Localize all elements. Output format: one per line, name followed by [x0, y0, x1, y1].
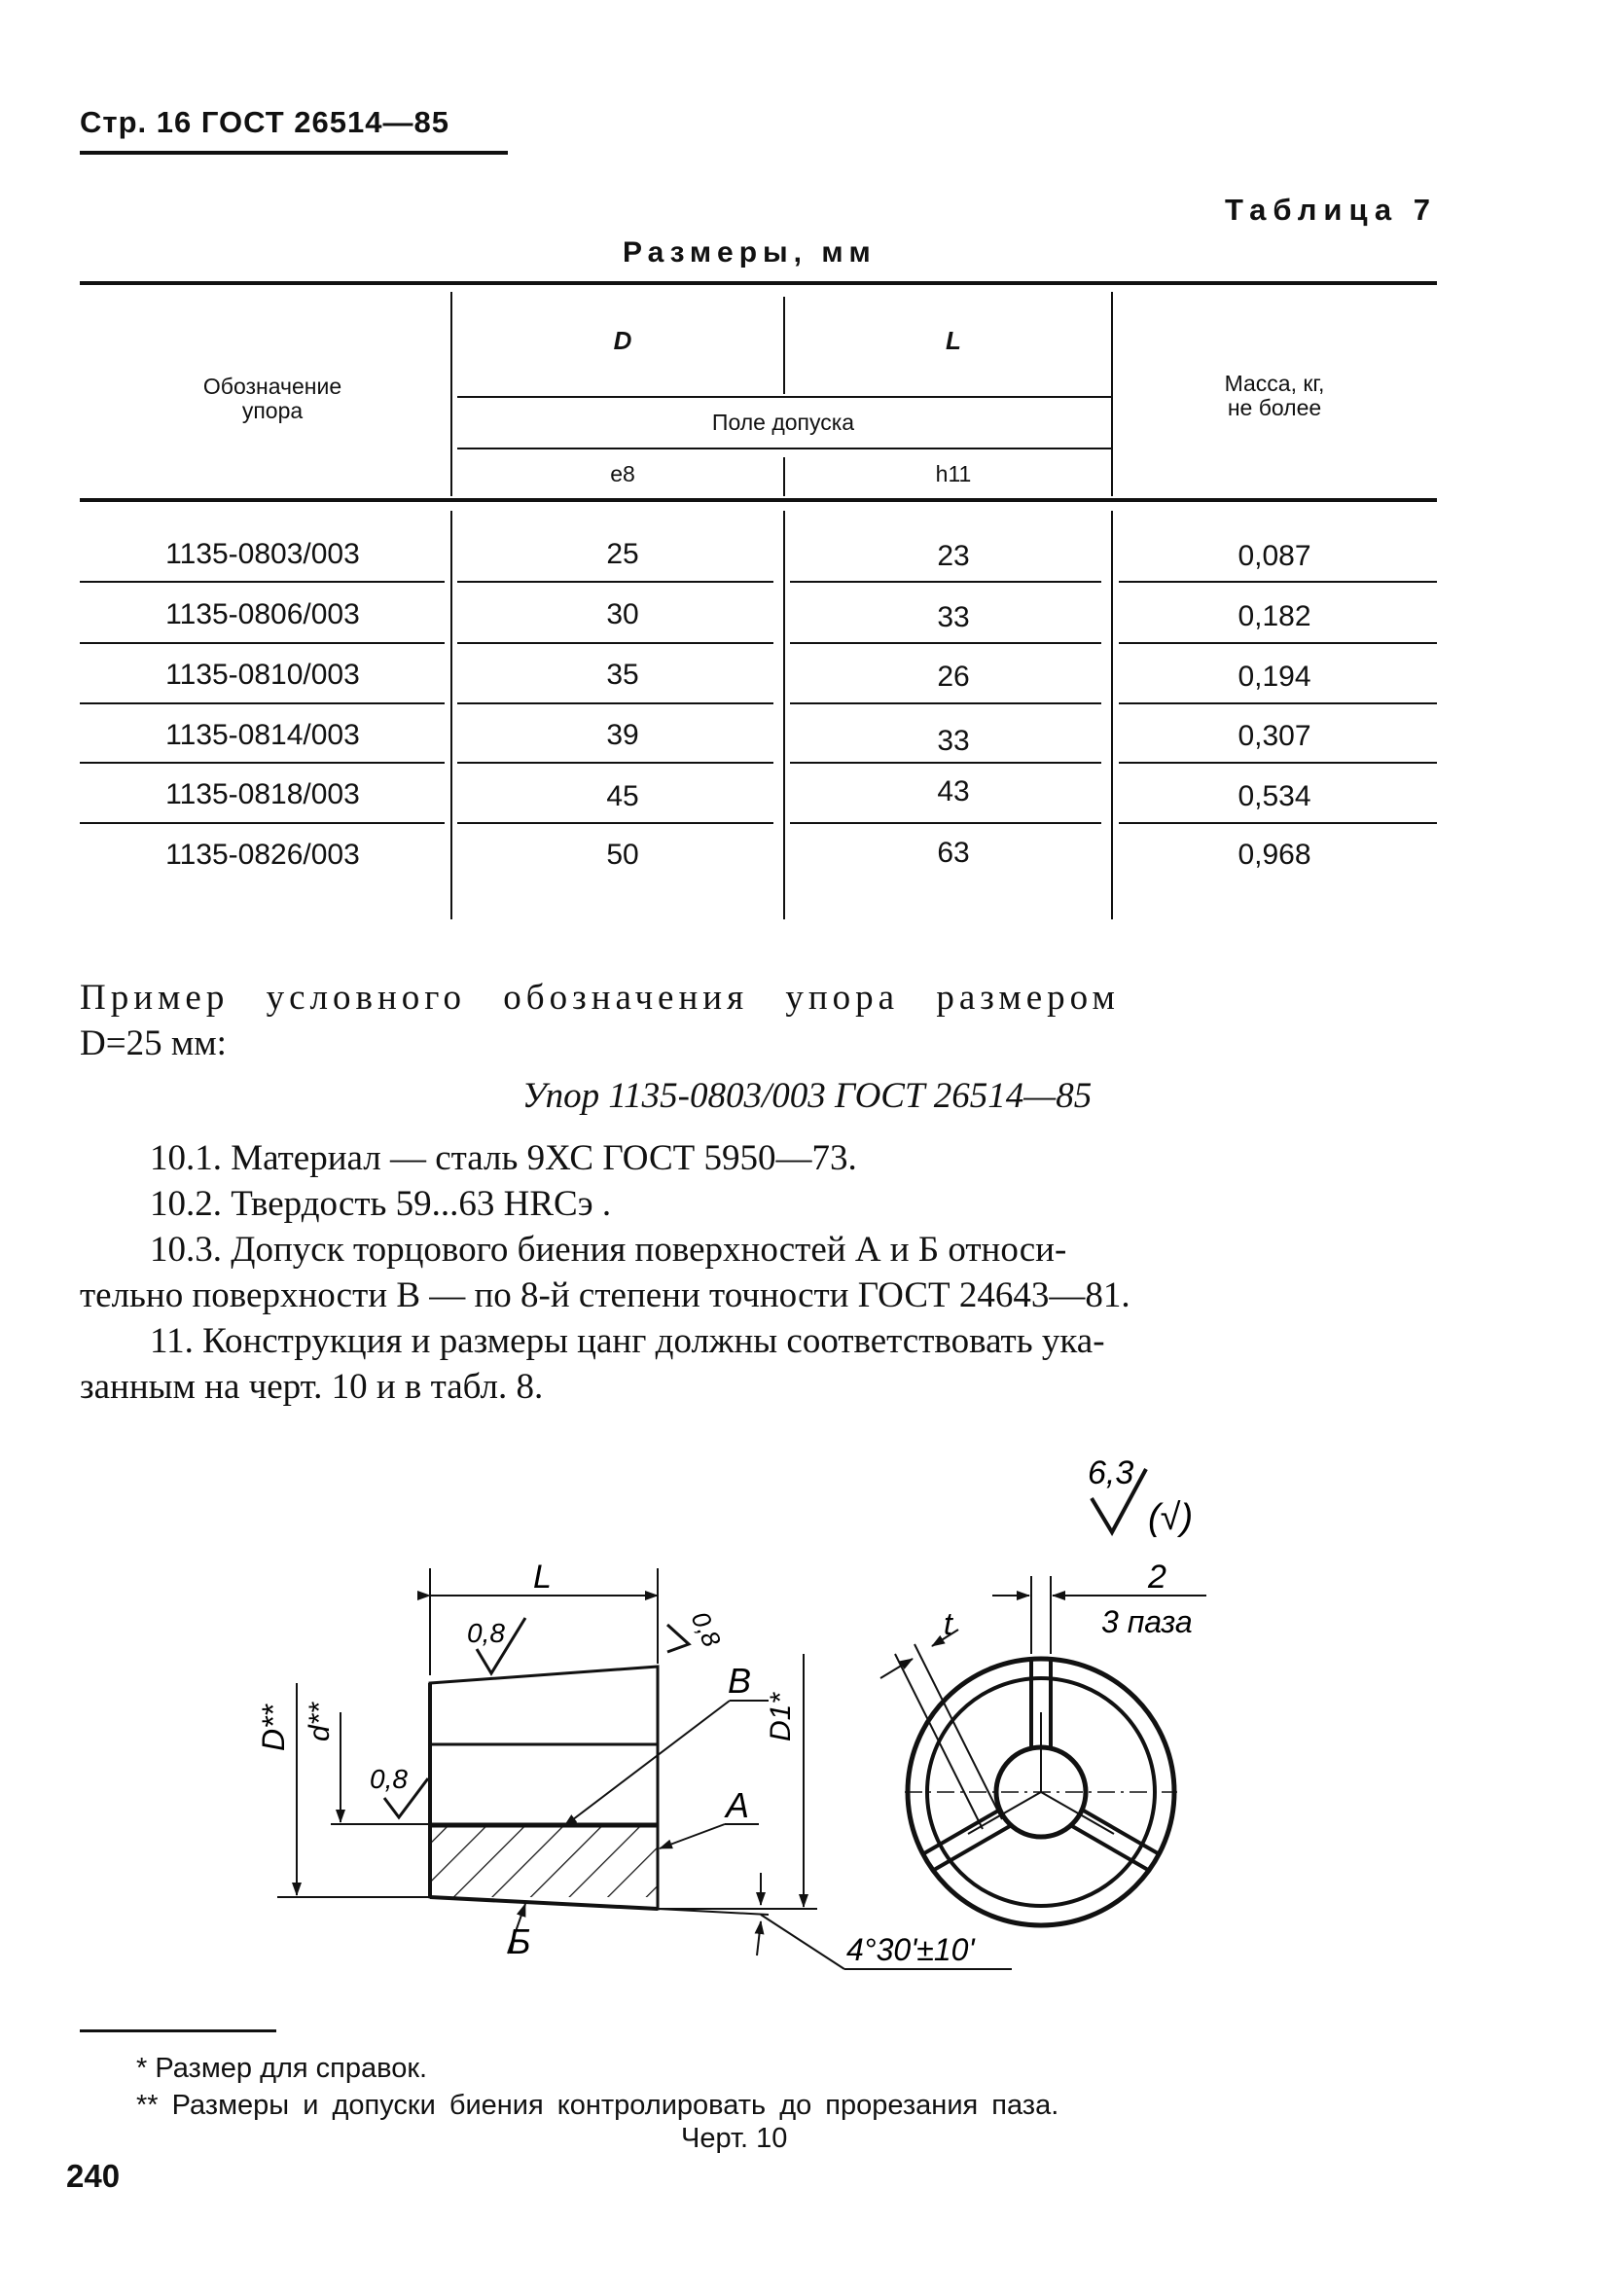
example-intro: Пример условного обозначения упора размером	[80, 978, 1120, 1018]
dim-2-label: 2	[1148, 1559, 1166, 1596]
cell-designation: 1135-0806/003	[165, 598, 360, 630]
cell-D: 25	[606, 538, 639, 570]
page-number: 240	[66, 2158, 121, 2194]
header-designation-1: Обозначение	[202, 374, 342, 399]
header-L: L	[946, 326, 961, 355]
footnote-rule	[80, 2029, 276, 2032]
header-mass-2: не более	[1227, 395, 1322, 420]
cell-L: 33	[937, 725, 970, 757]
dim-t-label: t	[944, 1606, 952, 1641]
header-tol-D: e8	[610, 461, 635, 486]
footnote-1: * Размер для справок.	[136, 2053, 428, 2084]
cell-D: 50	[606, 839, 639, 871]
roughness-other: (√)	[1148, 1497, 1194, 1538]
cell-mass: 0,534	[1237, 780, 1311, 812]
check-icon	[667, 1625, 689, 1652]
cell-L: 63	[937, 837, 970, 869]
clause-10-3-line2: тельно поверхности В — по 8-й степени точности ГОСТ 24643—81.	[80, 1275, 1130, 1315]
clause-11-line2: занным на черт. 10 и в табл. 8.	[80, 1367, 544, 1407]
cell-L: 23	[937, 540, 970, 572]
cell-designation: 1135-0803/003	[165, 538, 360, 570]
dim-L-label: L	[533, 1559, 552, 1596]
cell-D: 45	[606, 780, 639, 812]
header-tol-L: h11	[935, 461, 972, 486]
cell-D: 30	[606, 598, 639, 630]
slots-label: 3 паза	[1101, 1604, 1193, 1639]
header-tolerance: Поле допуска	[711, 410, 855, 435]
cell-mass: 0,307	[1237, 720, 1311, 752]
header-D: D	[613, 326, 632, 355]
cell-D: 35	[606, 659, 639, 691]
table-label: Таблица 7	[1224, 193, 1437, 227]
cell-mass: 0,194	[1237, 661, 1311, 693]
roughness-general-value: 6,3	[1088, 1454, 1134, 1491]
roughness-general-symbol	[1088, 1454, 1193, 1538]
header-mass-1: Масса, кг,	[1224, 371, 1325, 396]
cell-designation: 1135-0818/003	[165, 778, 360, 810]
cell-L: 26	[937, 661, 970, 693]
cell-mass: 0,087	[1237, 540, 1311, 572]
page-header: Стр. 16 ГОСТ 26514—85	[80, 105, 449, 139]
clause-10-3-line1: 10.3. Допуск торцового биения поверхностей А и Б относи-	[150, 1230, 1067, 1270]
roughness-top-value: 0,8	[467, 1618, 505, 1648]
example-intro-2: D=25 мм:	[80, 1023, 227, 1063]
figure-caption: Черт. 10	[681, 2123, 788, 2154]
dim-D-label: D**	[256, 1704, 291, 1751]
leader-A	[660, 1824, 725, 1848]
cell-designation: 1135-0814/003	[165, 719, 360, 751]
label-Bb: Б	[508, 1921, 531, 1961]
clause-10-2: 10.2. Твердость 59...63 HRCэ .	[150, 1184, 612, 1224]
side-view	[256, 1559, 1012, 1969]
cell-D: 39	[606, 719, 639, 751]
cell-designation: 1135-0810/003	[165, 659, 360, 691]
dim-d-label: d**	[304, 1702, 336, 1741]
example-designation: Упор 1135-0803/003 ГОСТ 26514—85	[521, 1076, 1093, 1116]
hatched-section	[430, 1826, 658, 1897]
header-designation-2: упора	[241, 398, 304, 423]
clause-10-1: 10.1. Материал — сталь 9ХС ГОСТ 5950—73.	[150, 1138, 857, 1178]
roughness-bore-value: 0,8	[370, 1764, 408, 1794]
clause-11-line1: 11. Конструкция и размеры цанг должны соответствовать ука-	[150, 1321, 1105, 1361]
angle-label: 4°30'±10'	[846, 1932, 975, 1967]
front-view	[880, 1559, 1206, 1925]
dim-D1-label: D1*	[765, 1692, 797, 1741]
cell-L: 33	[937, 601, 970, 633]
label-B: В	[728, 1661, 752, 1701]
footnote-2: ** Размеры и допуски биения контролировать до прорезания паза.	[136, 2090, 1059, 2121]
cell-mass: 0,182	[1237, 600, 1311, 632]
roughness-side-value: 0,8	[685, 1606, 728, 1652]
cell-designation: 1135-0826/003	[165, 839, 360, 871]
table-units: Размеры, мм	[623, 236, 877, 269]
cell-L: 43	[937, 775, 970, 807]
label-A: А	[726, 1785, 750, 1825]
cell-mass: 0,968	[1237, 839, 1311, 871]
leader-B	[564, 1701, 730, 1826]
